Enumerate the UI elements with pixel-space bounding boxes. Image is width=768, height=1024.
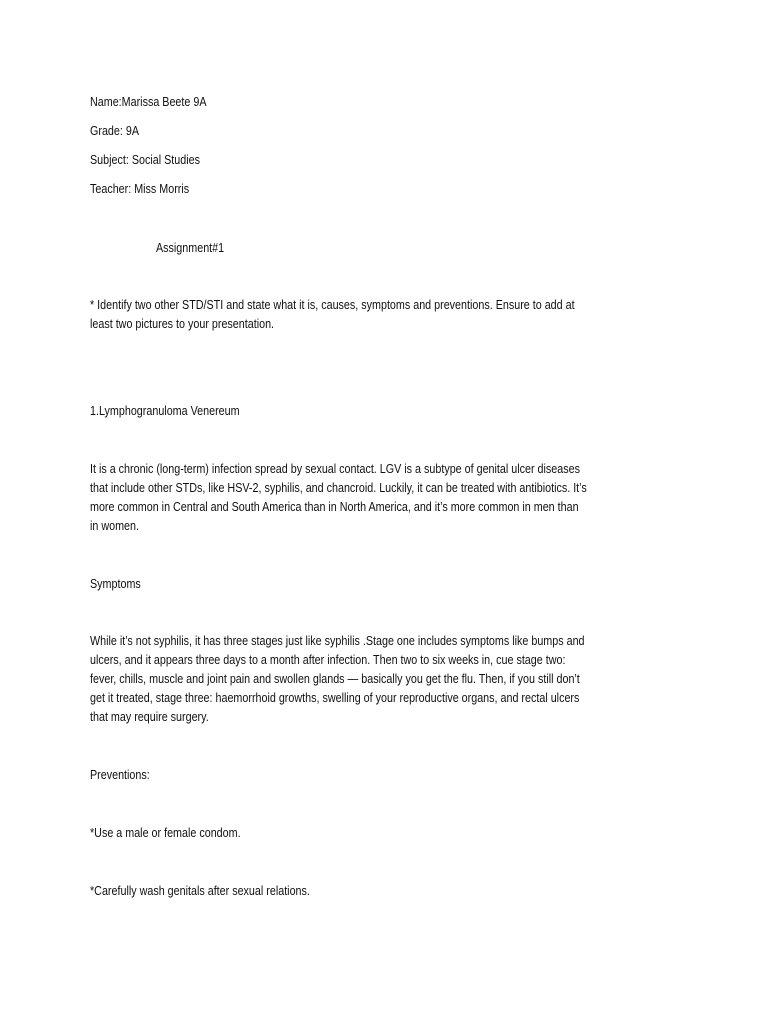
intro-paragraph — [90, 460, 668, 536]
symptoms-line: ulcers, and it appears three days to a month after infection. Then two to six weeks in, cue stage two: — [90, 653, 566, 667]
intro-line: in women. — [90, 519, 140, 533]
symptoms-line: get it treated, stage three: haemorrhoid growths, swelling of your reproductive organs, and rectal ulcers — [90, 691, 580, 705]
prevention-item: *Carefully wash genitals after sexual relations. — [90, 884, 310, 898]
teacher-line: Teacher: Miss Morris — [90, 182, 190, 196]
assignment-title: Assignment#1 — [156, 241, 225, 255]
grade-line: Grade: 9A — [90, 124, 140, 138]
instructions-paragraph — [90, 296, 653, 334]
student-name: Name:Marissa Beete 9A — [90, 95, 207, 109]
symptoms-line: fever, chills, muscle and joint pain and swollen glands — basically you get the flu. Then, if you still don’t — [90, 672, 580, 686]
intro-line: more common in Central and South America than in North America, and it’s more common in men than — [90, 500, 579, 514]
intro-line: It is a chronic (long-term) infection spread by sexual contact. LGV is a subtype of genital ulcer diseases — [90, 462, 580, 476]
instructions-line: * Identify two other STD/STI and state what it is, causes, symptoms and preventions. Ensure to add at — [90, 298, 575, 312]
prevention-item: *Use a male or female condom. — [90, 826, 241, 840]
section-heading: 1.Lymphogranuloma Venereum — [90, 404, 240, 418]
symptoms-line: While it’s not syphilis, it has three stages just like syphilis .Stage one includes symptoms like bumps and — [90, 634, 585, 648]
symptoms-paragraph — [90, 632, 665, 727]
instructions-line: least two pictures to your presentation. — [90, 317, 275, 331]
intro-line: that include other STDs, like HSV-2, syphilis, and chancroid. Luckily, it can be treated with antibiotics. It’s — [90, 481, 587, 495]
subject-line: Subject: Social Studies — [90, 153, 200, 167]
symptoms-line: that may require surgery. — [90, 710, 209, 724]
symptoms-heading: Symptoms — [90, 577, 141, 591]
preventions-heading: Preventions: — [90, 768, 150, 782]
